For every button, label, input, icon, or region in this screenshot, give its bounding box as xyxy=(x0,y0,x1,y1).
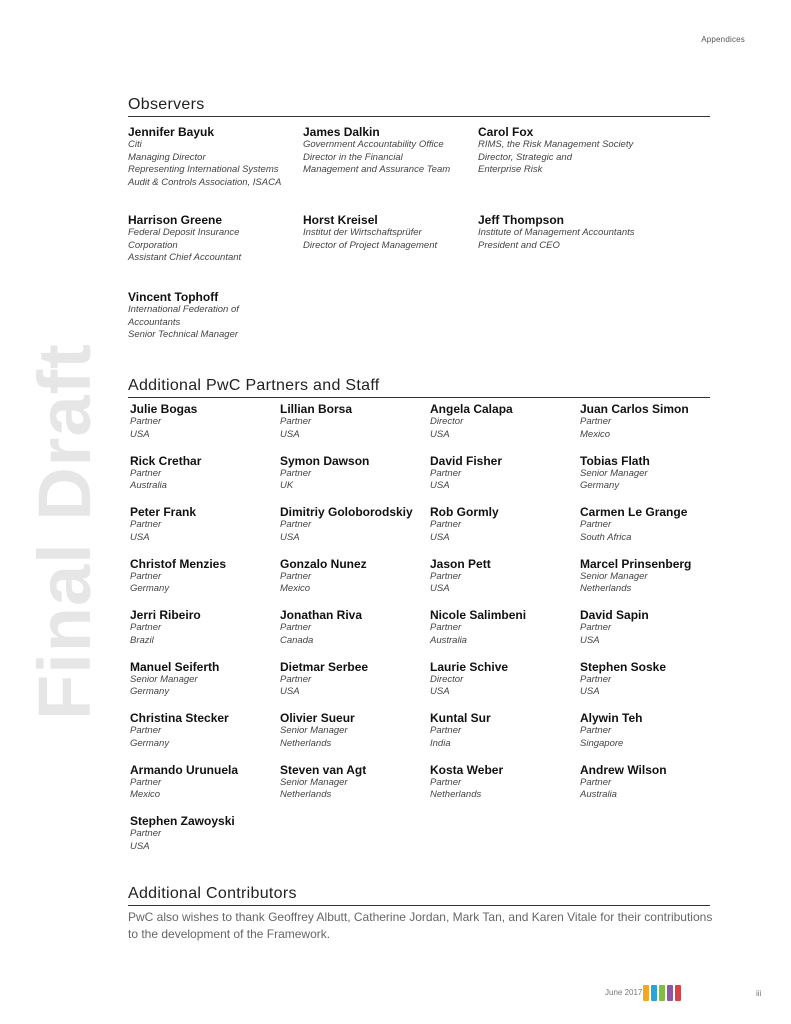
observer-detail: Government Accountability Office xyxy=(303,139,444,150)
partner-card xyxy=(430,557,491,596)
partner-role: Partner xyxy=(430,776,462,788)
partner-name: Laurie Schive xyxy=(430,659,509,674)
footer-date: June 2017 xyxy=(605,988,643,997)
observer-card xyxy=(478,125,633,177)
partner-role: Partner xyxy=(580,673,612,685)
partner-role: Partner xyxy=(130,416,162,427)
partner-role: Partner xyxy=(430,622,462,633)
page-number: iii xyxy=(756,989,762,998)
observer-detail: Senior Technical Manager xyxy=(128,329,239,340)
partner-name: Kuntal Sur xyxy=(430,711,491,725)
partner-name: Carmen Le Grange xyxy=(580,505,688,519)
partner-name: Armando Urunuela xyxy=(130,762,239,777)
observer-detail: Audit & Controls Association, ISACA xyxy=(128,176,282,188)
partner-card xyxy=(580,608,649,647)
partner-country: Germany xyxy=(130,737,170,749)
partner-card xyxy=(430,660,508,699)
partner-country: UK xyxy=(280,480,294,491)
partner-country: Canada xyxy=(280,634,314,646)
partner-name: Jason Pett xyxy=(430,556,491,571)
partner-role: Partner xyxy=(130,725,162,736)
partner-name: Gonzalo Nunez xyxy=(280,556,367,571)
partner-country: Australia xyxy=(580,789,617,800)
partner-name: Steven van Agt xyxy=(280,762,367,777)
observer-name: Vincent Tophoff xyxy=(128,290,219,304)
partner-role: Partner xyxy=(580,776,612,788)
partner-card xyxy=(280,763,366,802)
partner-card xyxy=(580,505,687,544)
partner-card xyxy=(580,402,689,441)
observer-detail: Federal Deposit Insurance xyxy=(128,227,240,238)
observer-name: Harrison Greene xyxy=(128,213,223,227)
section-header-label: Appendices xyxy=(701,35,745,44)
partner-country: Mexico xyxy=(130,789,161,800)
contributors-heading: Additional Contributors xyxy=(128,885,710,906)
partner-country: Netherlands xyxy=(280,789,332,800)
partner-country: Netherlands xyxy=(430,789,482,800)
partner-name: Stephen Zawoyski xyxy=(130,814,235,828)
partner-name: Peter Frank xyxy=(130,505,197,519)
partner-country: Netherlands xyxy=(580,583,632,594)
partner-role: Partner xyxy=(130,519,162,530)
partner-role: Partner xyxy=(580,416,612,427)
partner-card xyxy=(280,711,355,750)
partner-card xyxy=(130,763,238,802)
observer-card xyxy=(478,213,635,252)
partner-name: David Sapin xyxy=(580,608,649,622)
partner-role: Senior Manager xyxy=(280,725,348,736)
partner-card xyxy=(130,505,196,544)
draft-watermark: Final Draft xyxy=(23,343,106,720)
partner-role: Senior Manager xyxy=(580,570,648,582)
partner-country: Singapore xyxy=(580,737,624,749)
observer-detail: Managing Director xyxy=(128,151,206,163)
partner-country: Australia xyxy=(430,634,467,646)
partner-role: Senior Manager xyxy=(580,467,648,479)
partner-role: Director xyxy=(430,673,464,685)
partner-country: USA xyxy=(130,531,150,543)
partner-card xyxy=(130,711,229,750)
partner-country: USA xyxy=(130,428,150,440)
partner-country: USA xyxy=(430,583,450,594)
observer-name: Jeff Thompson xyxy=(478,213,564,227)
footer-color-bar xyxy=(667,985,673,1001)
contributors-text: PwC also wishes to thank Geoffrey Albutt, Catherine Jordan, Mark Tan, and Karen Vitale for their contributions to the development of the Framework. xyxy=(128,910,713,941)
partner-role: Partner xyxy=(430,519,462,530)
partner-name: Tobias Flath xyxy=(580,453,650,468)
partner-name: Christina Stecker xyxy=(130,711,229,725)
partner-country: India xyxy=(430,737,451,749)
observer-name: Jennifer Bayuk xyxy=(128,125,215,139)
partner-role: Partner xyxy=(130,776,162,788)
partner-name: Angela Calapa xyxy=(430,402,513,416)
partner-name: Julie Bogas xyxy=(130,402,198,416)
partner-country: Brazil xyxy=(130,634,154,646)
partner-country: USA xyxy=(580,686,600,697)
partner-name: Jerri Ribeiro xyxy=(130,608,201,622)
footer-color-bar xyxy=(675,985,681,1001)
partner-name: Jonathan Riva xyxy=(280,608,363,622)
observer-detail: President and CEO xyxy=(478,239,560,251)
partner-country: Germany xyxy=(130,686,170,697)
partner-name: Lillian Borsa xyxy=(280,402,353,416)
partner-country: USA xyxy=(280,428,300,440)
observer-card xyxy=(128,125,281,189)
partner-role: Partner xyxy=(580,519,612,530)
partner-card xyxy=(280,660,368,699)
observer-detail: Representing International Systems xyxy=(128,164,279,175)
partner-role: Partner xyxy=(130,622,162,633)
partner-country: USA xyxy=(580,634,600,646)
observer-card xyxy=(303,125,450,177)
partner-role: Partner xyxy=(580,622,612,633)
partner-role: Partner xyxy=(280,416,312,427)
partner-role: Director xyxy=(430,416,464,427)
partner-country: Germany xyxy=(580,480,620,491)
partner-country: Netherlands xyxy=(280,737,332,749)
partner-card xyxy=(580,660,666,699)
partner-name: Dietmar Serbee xyxy=(280,659,369,674)
partner-name: Rick Crethar xyxy=(130,453,202,468)
partner-role: Senior Manager xyxy=(130,673,198,685)
partner-role: Partner xyxy=(130,570,162,582)
observer-detail: Assistant Chief Accountant xyxy=(128,252,242,263)
partner-role: Partner xyxy=(430,467,462,479)
partner-name: Nicole Salimbeni xyxy=(430,608,527,622)
partner-card xyxy=(280,454,369,493)
partner-role: Partner xyxy=(280,519,312,530)
partner-name: Olivier Sueur xyxy=(280,711,355,725)
partner-card xyxy=(130,660,219,699)
partner-card xyxy=(430,711,491,750)
partner-name: Rob Gormly xyxy=(430,505,499,519)
footer-color-bar xyxy=(643,985,649,1001)
partner-role: Partner xyxy=(280,467,312,479)
observer-detail: Enterprise Risk xyxy=(478,164,543,175)
partner-name: Symon Dawson xyxy=(280,453,370,468)
partner-country: Mexico xyxy=(580,428,611,440)
partner-role: Partner xyxy=(280,622,312,633)
partner-card xyxy=(580,454,650,493)
partner-country: USA xyxy=(430,480,450,491)
observer-detail: Director, Strategic and xyxy=(478,151,572,163)
partners-heading: Additional PwC Partners and Staff xyxy=(128,377,710,398)
partner-country: USA xyxy=(280,686,300,697)
partner-role: Partner xyxy=(430,570,462,582)
partner-name: Andrew Wilson xyxy=(580,762,667,777)
partner-card xyxy=(280,505,413,544)
observer-card xyxy=(128,290,239,342)
observer-detail: Director of Project Management xyxy=(303,239,438,251)
partner-card xyxy=(430,505,499,544)
partner-role: Partner xyxy=(280,673,312,685)
partner-name: Marcel Prinsenberg xyxy=(580,556,692,571)
partner-name: Dimitriy Goloborodskiy xyxy=(280,505,413,519)
observer-detail: Management and Assurance Team xyxy=(303,164,451,175)
partner-country: USA xyxy=(430,686,450,697)
partner-name: Stephen Soske xyxy=(580,659,667,674)
partner-role: Senior Manager xyxy=(280,776,348,788)
partner-card xyxy=(130,557,226,596)
observer-name: Carol Fox xyxy=(478,125,534,139)
observer-detail: Corporation xyxy=(128,239,178,251)
observer-detail: Institute of Management Accountants xyxy=(478,227,635,238)
partner-country: USA xyxy=(430,531,450,543)
partner-card xyxy=(430,763,503,802)
partner-role: Partner xyxy=(280,570,312,582)
partner-country: USA xyxy=(430,428,450,440)
partner-name: Kosta Weber xyxy=(430,762,504,777)
partner-card xyxy=(580,711,642,750)
partner-name: Christof Menzies xyxy=(130,556,227,571)
observer-detail: Institut der Wirtschaftsprüfer xyxy=(303,227,422,238)
observer-card xyxy=(128,213,241,265)
observers-heading: Observers xyxy=(128,96,710,117)
observer-detail: Accountants xyxy=(128,316,181,328)
partner-role: Partner xyxy=(130,467,162,479)
partner-card xyxy=(130,454,201,493)
observer-detail: Director in the Financial xyxy=(303,151,403,163)
partner-card xyxy=(430,454,502,493)
observer-name: James Dalkin xyxy=(303,125,380,139)
partner-card xyxy=(430,402,513,441)
observer-card xyxy=(303,213,437,252)
partner-card xyxy=(580,763,667,802)
observer-detail: Citi xyxy=(128,139,142,150)
partner-country: Mexico xyxy=(280,583,311,594)
partner-card xyxy=(430,608,526,647)
partner-country: USA xyxy=(280,531,300,543)
partner-country: Australia xyxy=(130,480,167,491)
observer-detail: International Federation of xyxy=(128,304,239,315)
partner-card xyxy=(580,557,691,596)
partner-role: Partner xyxy=(130,828,162,839)
partner-card xyxy=(130,402,197,441)
footer-color-bars xyxy=(643,985,681,1001)
partner-country: Germany xyxy=(130,583,170,594)
partner-name: Juan Carlos Simon xyxy=(580,402,689,416)
partner-role: Partner xyxy=(580,725,612,736)
partner-card xyxy=(280,402,352,441)
partner-country: South Africa xyxy=(580,531,632,543)
footer-color-bar xyxy=(651,985,657,1001)
partner-role: Partner xyxy=(430,725,462,736)
partner-card xyxy=(280,608,362,647)
partner-name: David Fisher xyxy=(430,453,503,468)
partner-country: USA xyxy=(130,840,150,852)
partner-name: Manuel Seiferth xyxy=(130,659,220,674)
footer-color-bar xyxy=(659,985,665,1001)
partner-card xyxy=(280,557,367,596)
observer-detail: RIMS, the Risk Management Society xyxy=(478,139,634,150)
observer-name: Horst Kreisel xyxy=(303,213,378,227)
partner-name: Alywin Teh xyxy=(580,711,643,725)
partner-card xyxy=(130,608,201,647)
partner-card xyxy=(130,814,235,853)
